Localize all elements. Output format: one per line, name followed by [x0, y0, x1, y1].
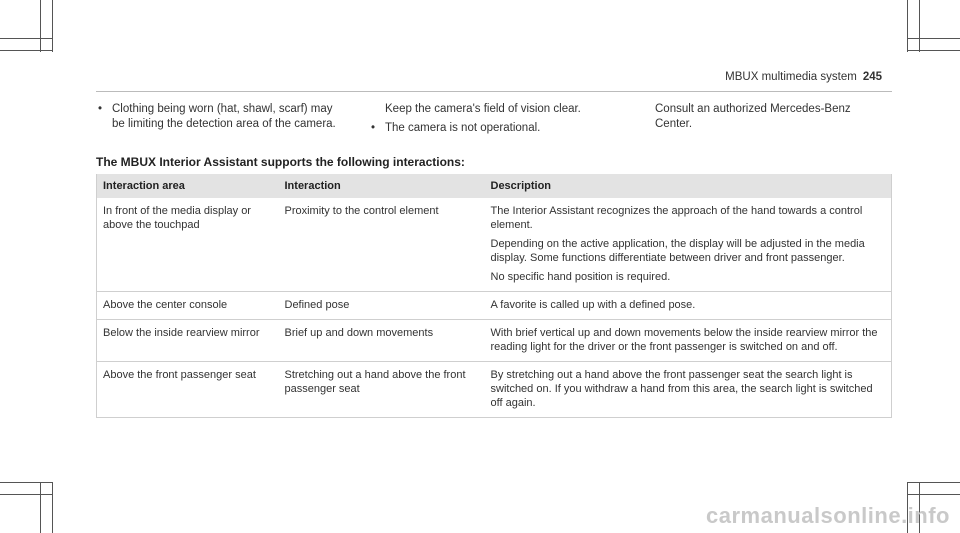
- table-row: [97, 362, 892, 418]
- header-description: Description: [485, 174, 892, 198]
- description-paragraph: Depending on the active application, the display will be adjusted in the media display. Some functions differentiate between driver and front passenger.: [490, 238, 865, 264]
- crop-mark: [907, 0, 908, 52]
- crop-mark: [40, 482, 41, 533]
- crop-mark: [52, 482, 53, 533]
- header-divider: [96, 91, 892, 92]
- header-title: MBUX multimedia system: [725, 71, 857, 83]
- page-number: 245: [862, 71, 882, 83]
- cell-description: [485, 362, 892, 418]
- crop-mark: [0, 50, 52, 51]
- table-row: [97, 198, 892, 292]
- table-header-row: [97, 174, 892, 198]
- interactions-table: [96, 174, 892, 418]
- description-paragraph: By stretching out a hand above the front passenger seat the search light is switched on. If you withdraw a hand from this area, the search light is switched off again.: [490, 369, 873, 409]
- table-row: [97, 320, 892, 362]
- header-interaction: Interaction: [279, 174, 485, 198]
- column-middle: [369, 102, 609, 136]
- cell-interaction: Defined pose: [279, 292, 485, 320]
- cell-interaction: Stretching out a hand above the front passenger seat: [279, 362, 485, 418]
- cell-area: In front of the media display or above the touchpad: [97, 198, 279, 292]
- cell-description: [485, 292, 892, 320]
- crop-mark: [908, 38, 960, 39]
- cell-area: Below the inside rearview mirror: [97, 320, 279, 362]
- column-left: [96, 102, 348, 132]
- cell-interaction: Brief up and down movements: [279, 320, 485, 362]
- description-paragraph: With brief vertical up and down movements below the inside rearview mirror the reading light for the driver or the front passenger is switched on and off.: [490, 327, 878, 353]
- cell-description: [485, 198, 892, 292]
- crop-mark: [908, 494, 960, 495]
- crop-mark: [0, 38, 52, 39]
- description-paragraph: A favorite is called up with a defined pose.: [490, 299, 696, 311]
- crop-mark: [919, 0, 920, 52]
- watermark: carmanualsonline.info: [706, 503, 950, 528]
- crop-mark: [908, 482, 960, 483]
- crop-mark: [908, 50, 960, 51]
- crop-mark: [40, 0, 41, 52]
- cell-interaction: Proximity to the control element: [279, 198, 485, 292]
- crop-mark: [0, 482, 52, 483]
- description-paragraph: No specific hand position is required.: [490, 271, 671, 283]
- bullet-item: • The camera is not operational.: [369, 121, 609, 136]
- cell-description: [485, 320, 892, 362]
- right-paragraph: Consult an authorized Mercedes-Benz Center.: [655, 103, 851, 130]
- crop-mark: [52, 0, 53, 52]
- bullet-item: • Clothing being worn (hat, shawl, scarf) may be limiting the detection area of the camera.: [96, 102, 348, 132]
- description-paragraph: The Interior Assistant recognizes the approach of the hand towards a control element.: [490, 205, 863, 231]
- column-right: [655, 102, 887, 132]
- middle-paragraph: Keep the camera's field of vision clear.: [385, 103, 581, 115]
- table-intro: The MBUX Interior Assistant supports the following interactions:: [96, 155, 465, 169]
- table-row: [97, 292, 892, 320]
- cell-area: Above the front passenger seat: [97, 362, 279, 418]
- header-interaction-area: Interaction area: [97, 174, 279, 198]
- running-header: [725, 71, 882, 83]
- crop-mark: [0, 494, 52, 495]
- cell-area: Above the center console: [97, 292, 279, 320]
